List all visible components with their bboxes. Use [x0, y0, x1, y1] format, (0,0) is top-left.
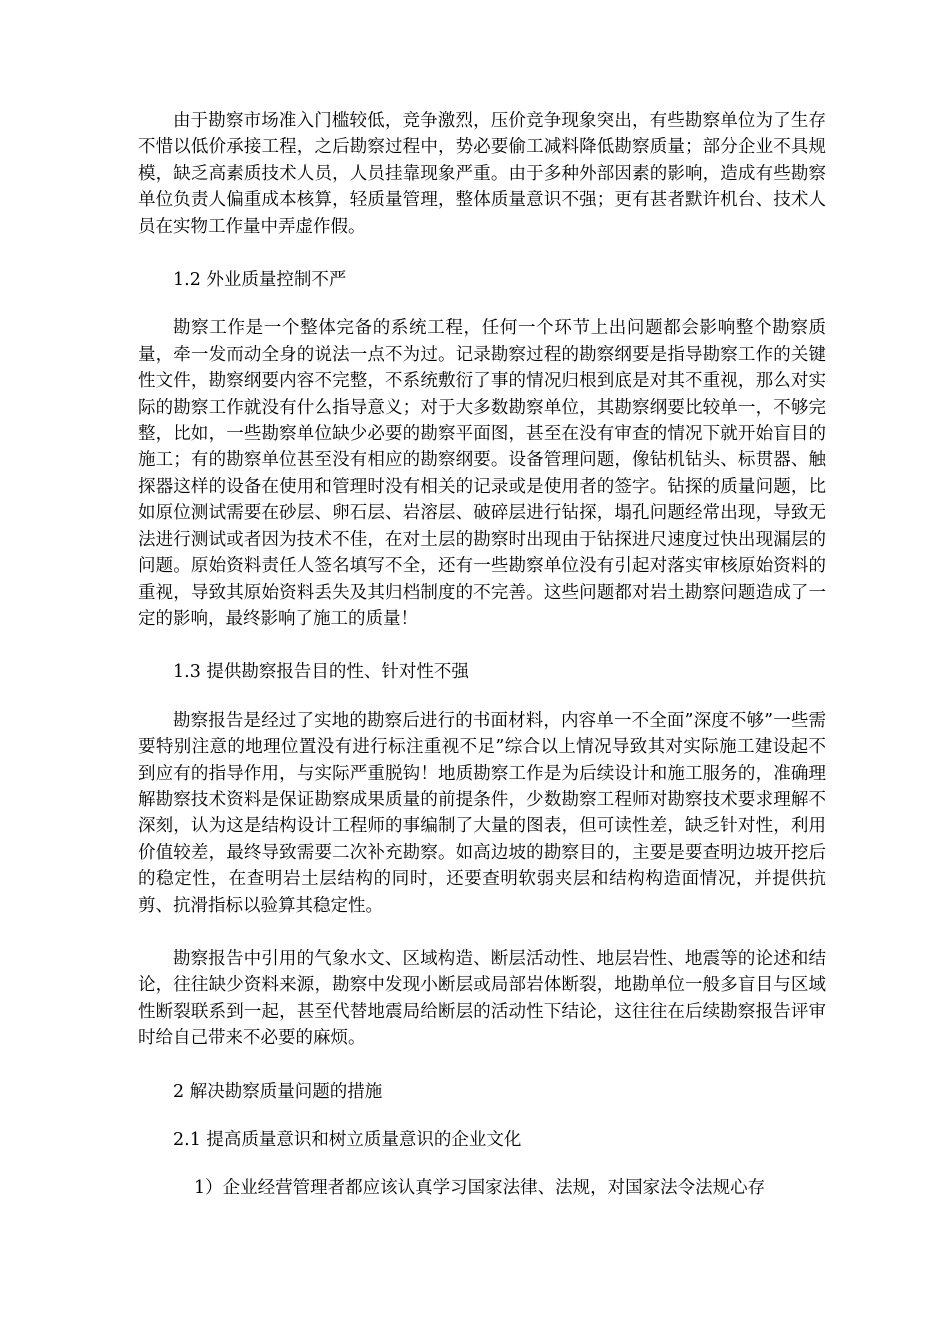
paragraph-report-purpose: 勘察报告是经过了实地的勘察后进行的书面材料，内容单一不全面”深度不够”一些需要特别注意的地理位置没有进行标注重视不足”综合以上情况导致其对实际施工建设起不到应有的指导作用，与实际严重脱钩！地质勘察工作是为后续设计和施工服务的，准确理解勘察技术资料是保证勘察成果质量的前提条件，少数勘察工程师对勘察技术要求理解不深刻，认为这是结构设计工程师的事编制了大量的图表，但可读性差，缺乏针对性，利用价值较差，最终导致需要二次补充勘察。如高边坡的勘察目的，主要是要查明边坡开挖后的稳定性，在查明岩土层结构的同时，还要查明软弱夹层和结构构造面情况，并提供抗剪、抗滑指标以验算其稳定性。	[138, 710, 826, 916]
section-heading-2-1: 2.1 提高质量意识和树立质量意识的企业文化	[173, 1130, 522, 1150]
section-heading-2: 2 解决勘察质量问题的措施	[173, 1081, 383, 1102]
paragraph-field-quality: 勘察工作是一个整体完备的系统工程，任何一个环节上出问题都会影响整个勘察质量，牵一发而动全身的说法一点不为过。记录勘察过程的勘察纲要是指导勘察工作的关键性文件，勘察纲要内容不完整，不系统敷衍了事的情况归根到底是对其不重视，那么对实际的勘察工作就没有什么指导意义；对于大多数勘察单位，其勘察纲要比较单一，不够完整，比如，一些勘察单位缺少必要的勘察平面图，甚至在没有审查的情况下就开始盲目的施工；有的勘察单位甚至没有相应的勘察纲要。设备管理问题，像钻机钻头、标贯器、触探器这样的设备在使用和管理时没有相关的记录或是使用者的签字。钻探的质量问题，比如原位测试需要在砂层、卵石层、岩溶层、破碎层进行钻探，塌孔问题经常出现，导致无法进行测试或者因为技术不佳，在对土层的勘察时出现由于钻探进尺速度过快出现漏层的问题。原始资料责任人签名填写不全，还有一些勘察单位没有引起对落实审核原始资料的重视，导致其原始资料丢失及其归档制度的不完善。这些问题都对岩土勘察问题造成了一定的影响，最终影响了施工的质量！	[138, 318, 826, 629]
paragraph-report-citations: 勘察报告中引用的气象水文、区域构造、断层活动性、地层岩性、地震等的论述和结论，往往缺少资料来源，勘察中发现小断层或局部岩体断裂，地勘单位一般多盲目与区域性断裂联系到一起，甚至代替地震局给断层的活动性下结论，这往往在后续勘察报告评审时给自己带来不必要的麻烦。	[138, 948, 826, 1049]
section-heading-1-2: 1.2 外业质量控制不严	[173, 270, 347, 291]
list-item-1: 1）企业经营管理者都应该认真学习国家法律、法规，对国家法令法规心存	[194, 1178, 766, 1199]
section-heading-1-3: 1.3 提供勘察报告目的性、针对性不强	[173, 662, 469, 683]
paragraph-market-entry: 由于勘察市场准入门槛较低，竞争激烈，压价竞争现象突出，有些勘察单位为了生存不惜以低价承接工程，之后勘察过程中，势必要偷工减料降低勘察质量；部分企业不具规模，缺乏高素质技术人员，人员挂靠现象严重。由于多种外部因素的影响，造成有些勘察单位负责人偏重成本核算，轻质量管理，整体质量意识不强；更有甚者默许机台、技术人员在实物工作量中弄虚作假。	[138, 111, 826, 237]
document-body	[138, 108, 826, 1202]
